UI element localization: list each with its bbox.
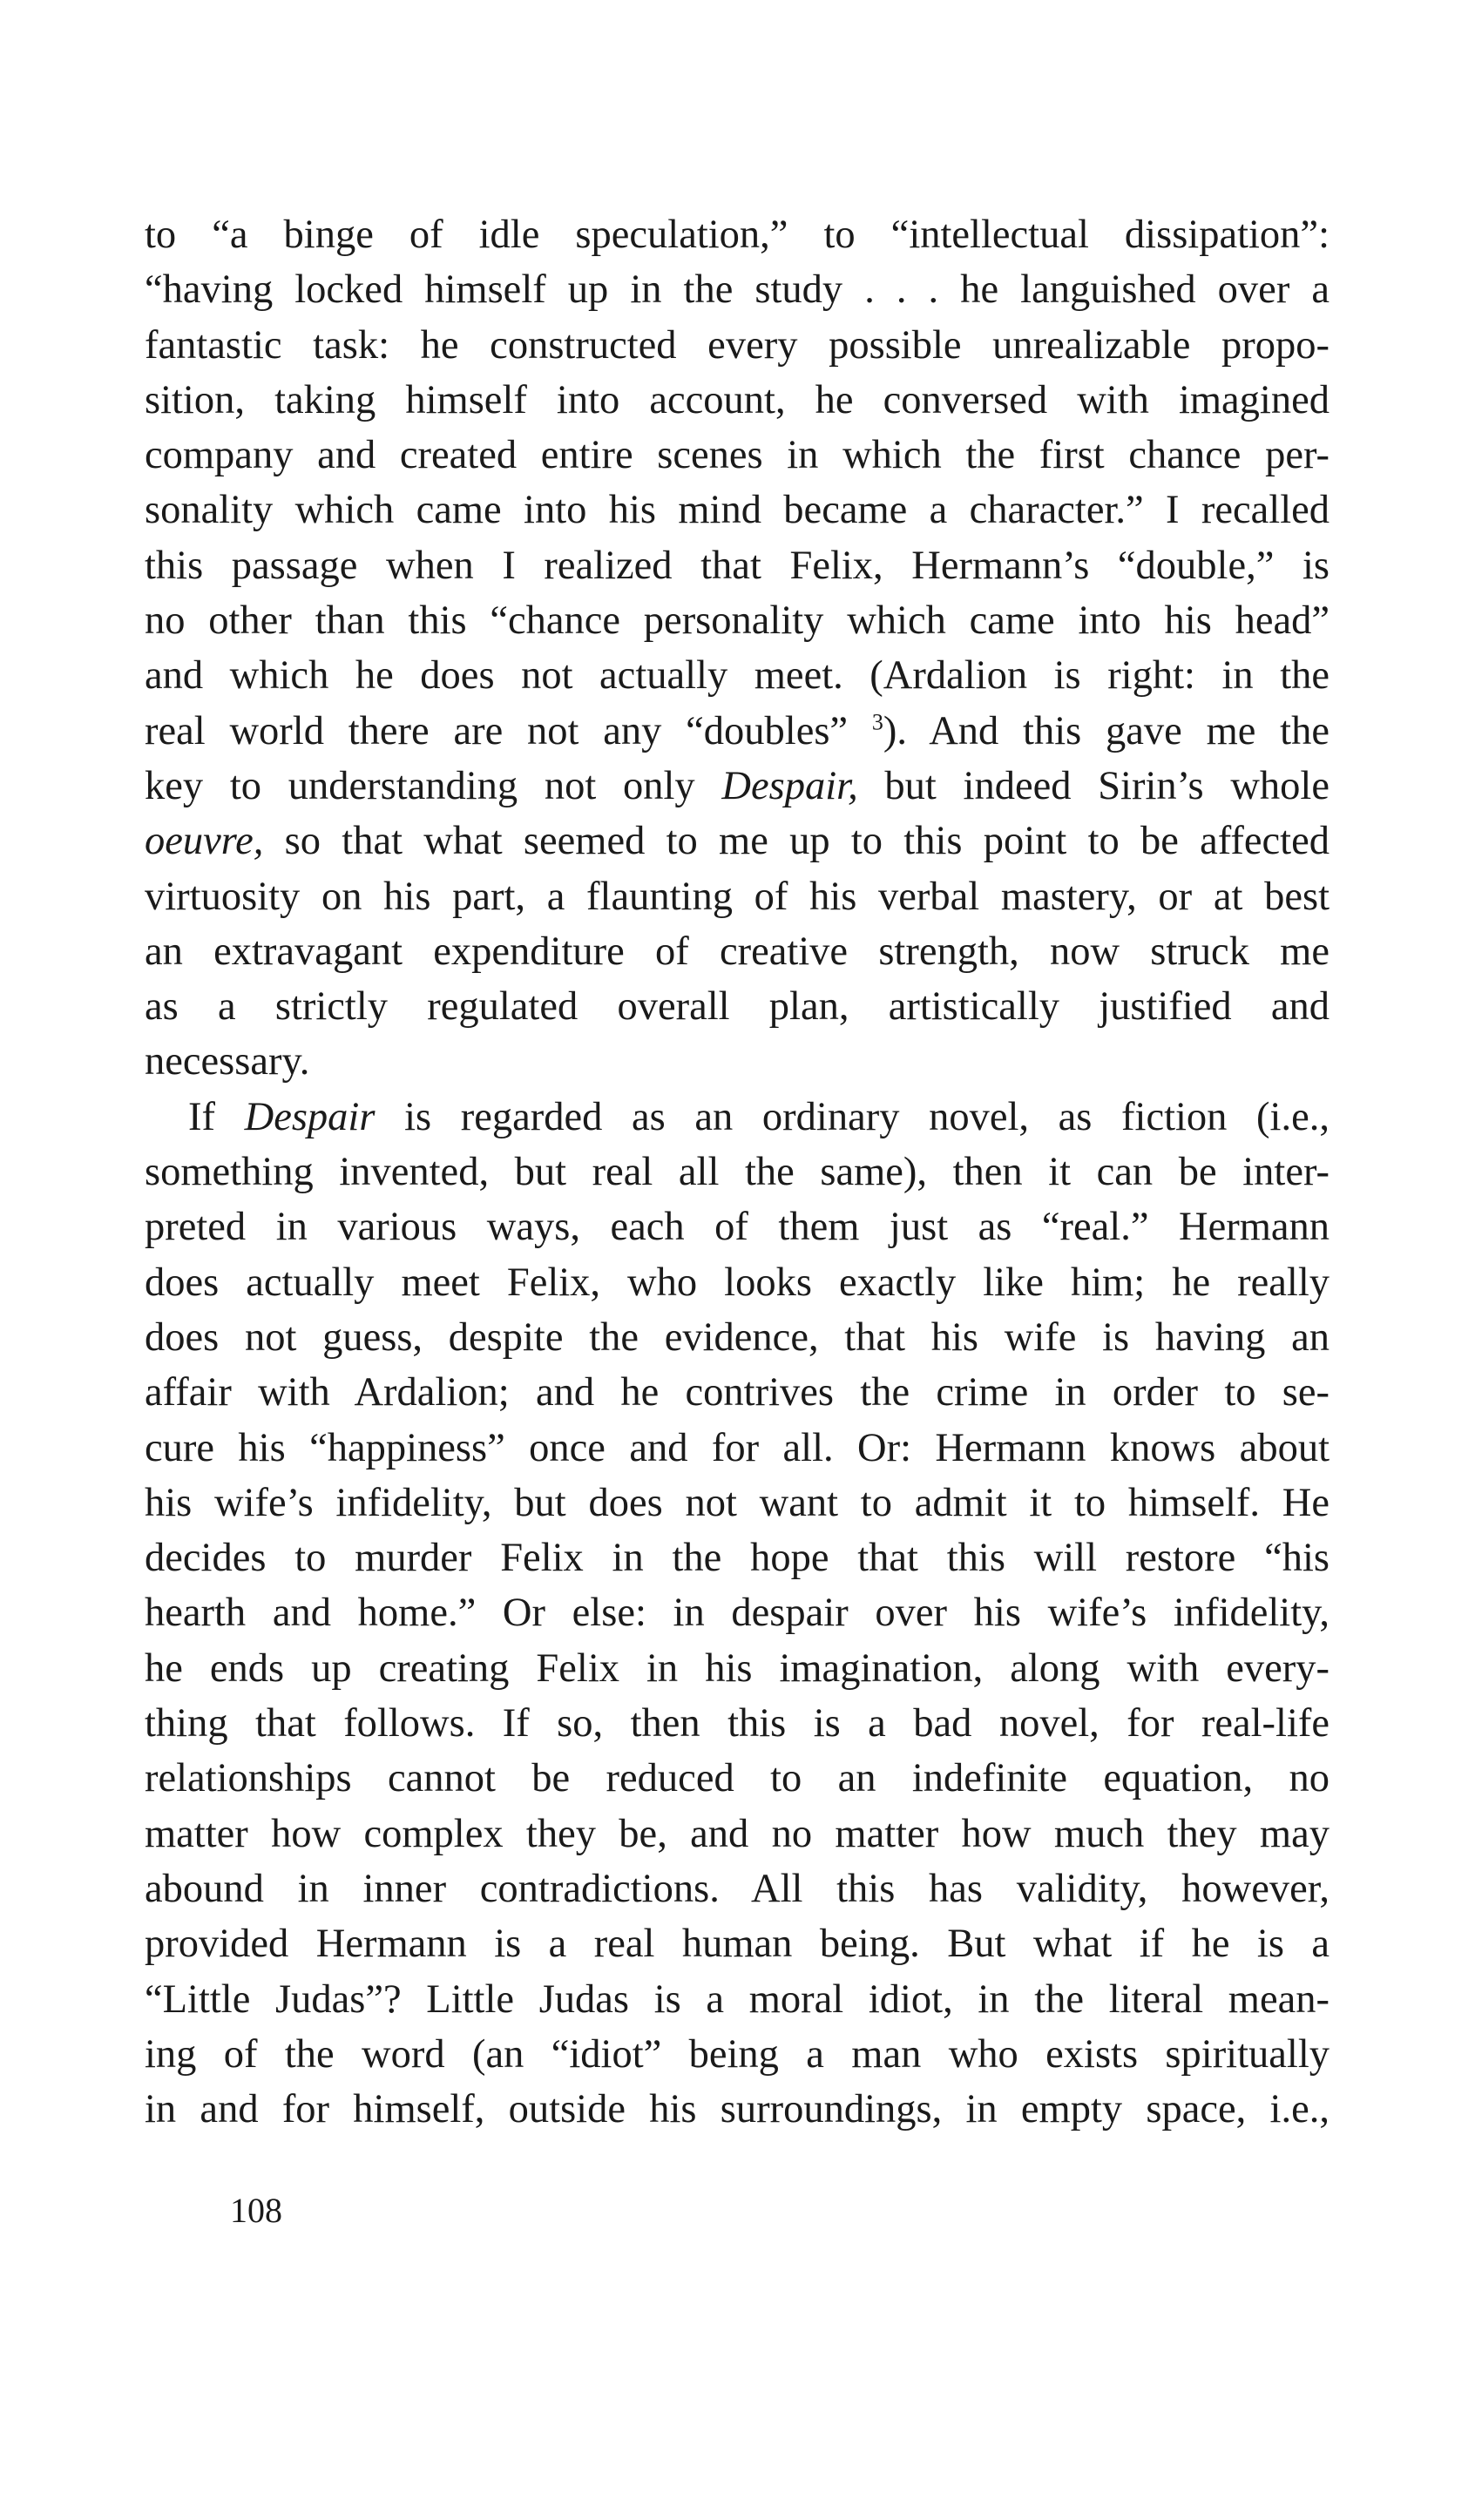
text-segment: “Little Judas”? Little Judas is a moral idiot, in the literal mean- xyxy=(145,1976,1330,2022)
body-text xyxy=(145,207,1330,2137)
text-segment: virtuosity on his part, a flaunting of his verbal mastery, or at best xyxy=(145,874,1330,919)
text-segment: hearth and home.” Or else: in despair over his wife’s infidelity, xyxy=(145,1591,1330,1636)
text-segment: key to understanding not only xyxy=(145,763,722,808)
text-segment: affair with Ardalion; and he contrives the crime in order to se- xyxy=(145,1370,1330,1415)
text-line xyxy=(145,869,1330,924)
text-segment: is regarded as an ordinary novel, as fiction (i.e., xyxy=(375,1094,1330,1139)
text-line xyxy=(145,483,1330,537)
text-line xyxy=(145,373,1330,428)
text-segment: but indeed Sirin’s whole xyxy=(857,763,1330,808)
text-segment: provided Hermann is a real human being. But what if he is a xyxy=(145,1922,1330,1967)
text-segment: relationships cannot be reduced to an indefinite equation, no xyxy=(145,1756,1330,1801)
text-line xyxy=(145,1972,1330,2027)
text-segment: abound in inner contradictions. All this has validity, however, xyxy=(145,1866,1330,1911)
text-line xyxy=(145,1861,1330,1916)
text-line xyxy=(145,538,1330,593)
text-line xyxy=(145,1807,1330,1861)
text-segment: and which he does not actually meet. (Ardalion is right: in the xyxy=(145,653,1330,699)
text-line xyxy=(145,1530,1330,1585)
text-segment: thing that follows. If so, then this is a bad novel, for real-life xyxy=(145,1701,1330,1746)
text-line xyxy=(145,1751,1330,1806)
text-segment: preted in various ways, each of them just as “real.” Hermann xyxy=(145,1205,1330,1250)
text-line xyxy=(145,924,1330,979)
text-segment: as a strictly regulated overall plan, artistically justified and xyxy=(145,984,1330,1030)
text-segment: ing of the word (an “idiot” being a man who exists spiritually xyxy=(145,2031,1330,2077)
text-line xyxy=(145,1421,1330,1476)
text-segment: so that what seemed to me up to this point to be affected xyxy=(263,819,1330,864)
text-line xyxy=(145,814,1330,868)
text-line xyxy=(145,428,1330,483)
text-segment: his wife’s infidelity, but does not want to admit it to himself. He xyxy=(145,1480,1330,1525)
text-segment: matter how complex they be, and no matter how much they may xyxy=(145,1811,1330,1856)
text-line xyxy=(145,1145,1330,1199)
italic-text: Despair, xyxy=(721,763,858,808)
text-line xyxy=(145,1916,1330,1971)
text-line xyxy=(145,593,1330,648)
text-segment: does not guess, despite the evidence, that his wife is having an xyxy=(145,1314,1330,1360)
text-segment: ). And this gave me the xyxy=(883,708,1330,753)
text-segment: this passage when I realized that Felix, Hermann’s “double,” is xyxy=(145,543,1330,588)
text-line xyxy=(145,1476,1330,1530)
text-line xyxy=(145,1365,1330,1420)
italic-text: oeuvre, xyxy=(145,819,264,864)
text-segment: cure his “happiness” once and for all. Or: Hermann knows about xyxy=(145,1425,1330,1470)
text-segment: in and for himself, outside his surroundings, in empty space, i.e., xyxy=(145,2087,1330,2132)
text-segment: he ends up creating Felix in his imagination, along with every- xyxy=(145,1645,1330,1691)
text-segment: company and created entire scenes in which the first chance per- xyxy=(145,433,1330,478)
text-line xyxy=(145,1090,1330,1145)
text-line xyxy=(145,1255,1330,1310)
text-line xyxy=(145,262,1330,317)
text-line xyxy=(145,648,1330,703)
text-segment: to “a binge of idle speculation,” to “intellectual dissipation”: xyxy=(145,213,1330,257)
text-line xyxy=(145,1310,1330,1365)
text-line xyxy=(145,1641,1330,1696)
text-segment: does actually meet Felix, who looks exactly like him; he really xyxy=(145,1260,1330,1305)
page-number: 108 xyxy=(230,2191,282,2230)
text-line xyxy=(145,2027,1330,2082)
footnote-reference: 3 xyxy=(871,709,883,735)
text-line xyxy=(145,2082,1330,2137)
text-segment: necessary. xyxy=(145,1039,310,1084)
text-segment: fantastic task: he constructed every possible unrealizable propo- xyxy=(145,322,1330,368)
text-line xyxy=(145,1585,1330,1640)
text-segment: sonality which came into his mind became a character.” I recalled xyxy=(145,488,1330,533)
text-line xyxy=(145,1034,1330,1089)
text-line xyxy=(145,1199,1330,1254)
text-line xyxy=(145,979,1330,1034)
text-segment: no other than this “chance personality which came into his head” xyxy=(145,598,1330,644)
text-segment: sition, taking himself into account, he conversed with imagined xyxy=(145,377,1330,422)
text-segment: If xyxy=(188,1094,245,1139)
text-segment: an extravagant expenditure of creative strength, now struck me xyxy=(145,929,1330,974)
text-segment: real world there are not any “doubles” xyxy=(145,708,872,753)
text-line xyxy=(145,207,1330,262)
italic-text: Despair xyxy=(244,1094,376,1139)
text-segment: decides to murder Felix in the hope that this will restore “his xyxy=(145,1536,1330,1581)
text-line xyxy=(145,704,1330,759)
text-line xyxy=(145,1696,1330,1751)
text-segment: “having locked himself up in the study . . . he languished over a xyxy=(145,267,1330,313)
text-segment: something invented, but real all the same), then it can be inter- xyxy=(145,1150,1330,1195)
text-line xyxy=(145,318,1330,373)
text-line xyxy=(145,759,1330,814)
